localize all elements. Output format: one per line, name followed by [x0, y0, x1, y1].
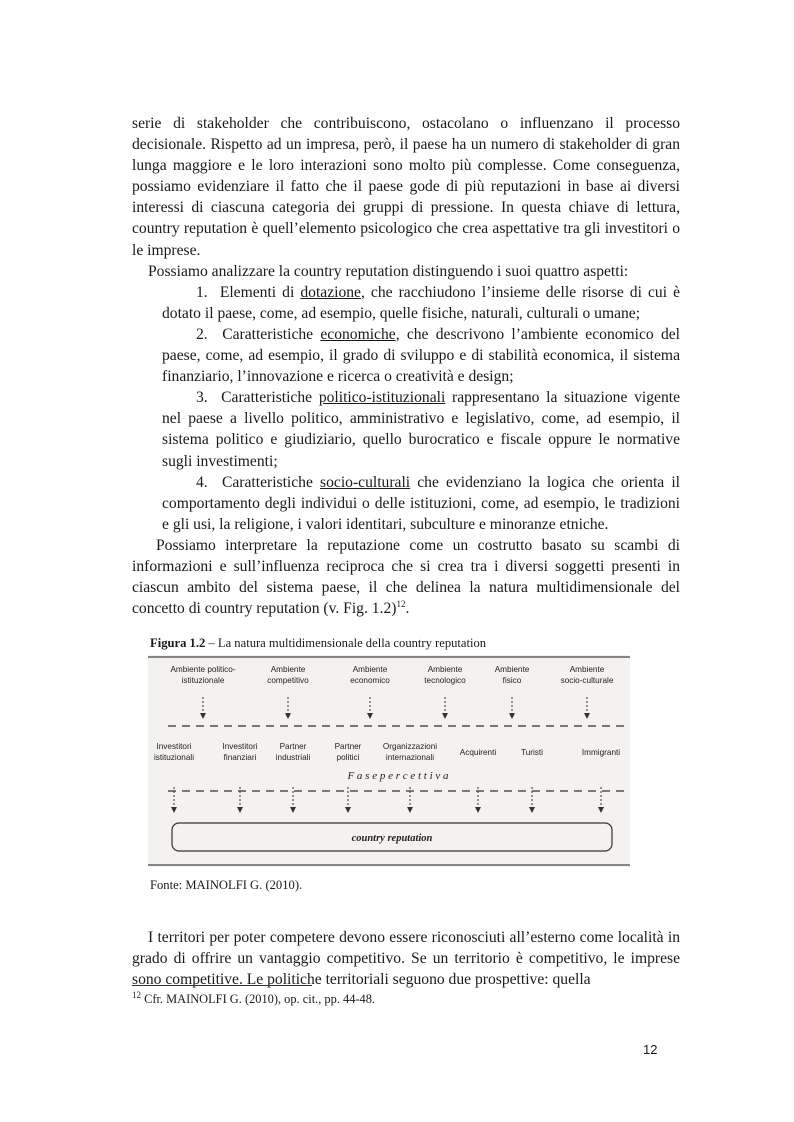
actor-label: istituzionali	[153, 753, 195, 762]
actor-label: Organizzazioni	[382, 742, 438, 751]
country-reputation-diagram	[148, 655, 630, 867]
footnote	[132, 989, 376, 1007]
environment-label: Ambiente	[569, 665, 605, 674]
paragraph-interpretation-text: Possiamo interpretare la reputazione come un costrutto basato su scambi di informazioni e sull’influenza reciproca che si crea tra i diversi soggetti presenti in ciascun ambito del sistema paese, il che delinea la natura multidimensionale del concetto di country reputation (v. Fig. 1.2)	[132, 536, 680, 618]
actor-label: Partner	[279, 742, 307, 751]
aspect-post: , che racchiudono l’insieme delle risorse di cui è dotato il paese, come, ad esempio, quelle fisiche, naturali, culturali o umane;	[162, 283, 680, 322]
figure-source: Fonte: MAINOLFI G. (2010).	[150, 878, 303, 892]
aspect-term: socio-culturali	[320, 473, 411, 491]
actor-label: Immigranti	[581, 748, 621, 757]
actor-label: finanziari	[223, 753, 257, 762]
paragraph-interpretation	[132, 535, 680, 619]
paragraph-interpretation-end: .	[405, 600, 410, 618]
footnote-divider	[132, 985, 312, 986]
aspect-pre: Elementi di	[219, 283, 301, 301]
actor-label: Investitori	[156, 742, 192, 751]
aspect-item	[162, 324, 680, 387]
figure-caption-label: Figura 1.2	[150, 636, 206, 650]
page-number: 12	[643, 1042, 658, 1057]
environment-label: tecnologico	[424, 676, 466, 685]
environment-label: fisico	[502, 676, 522, 685]
actor-label: industriali	[275, 753, 311, 762]
aspect-term: politico-istituzionali	[318, 389, 446, 407]
aspect-post: che evidenziano la logica che orienta il comportamento degli individui o delle istituzioni, come, ad esempio, le tradizioni e gli usi, la religione, i valori identitari, subculture e minoranze etniche.	[162, 473, 681, 533]
environment-label: Ambiente	[352, 665, 388, 674]
country-reputation-label: country reputation	[351, 833, 433, 844]
aspect-item	[162, 472, 680, 535]
figure-diagram	[148, 655, 630, 867]
actor-label: politici	[336, 753, 360, 762]
aspect-number: 3.	[196, 389, 208, 407]
aspect-pre: Caratteristiche	[221, 389, 319, 407]
aspect-post: rappresentano la situazione vigente nel paese a livello politico, amministrativo e legislativo, come, ad esempio, il sistema politico e giudiziario, quello burocratico e fiscale oppure le normative sugli investimenti;	[162, 389, 681, 470]
body-text-top	[132, 113, 680, 619]
paragraph-stakeholder: serie di stakeholder che contribuiscono, ostacolano o influenzano il processo decisionale. Rispetto ad un impresa, però, il paese ha un numero di stakeholder di gran lunga maggiore e le loro interazioni sono molto più complesse. Come conseguenza, possiamo evidenziare il fatto che il paese gode di più reputazioni in base ai diversi interessi di ciascuna categoria dei gruppi di pressione. In questa chiave di lettura, country reputation è quell’elemento psicologico che crea aspettative tra gli investitori o le imprese.	[132, 115, 680, 259]
environment-label: istituzionale	[181, 676, 225, 685]
aspect-item	[162, 387, 680, 471]
aspects-list	[132, 282, 680, 535]
aspect-number: 4.	[196, 473, 208, 491]
footnote-ref[interactable]: 12	[396, 598, 406, 609]
aspect-pre: Caratteristiche	[222, 325, 321, 343]
aspect-number: 2.	[196, 325, 208, 343]
phase-label: F a s e p e r c e t t i v a	[347, 770, 449, 782]
environment-label: Ambiente	[494, 665, 530, 674]
figure-caption	[150, 636, 486, 651]
aspect-number: 1.	[196, 283, 208, 301]
actor-label: Acquirenti	[459, 748, 497, 757]
paragraph-territories: I territori per poter competere devono essere riconosciuti all’esterno come località in grado di offrire un vantaggio competitivo. Se un territorio è competitivo, le imprese sono competitive. Le politiche territoriali seguono due prospettive: quella	[132, 928, 680, 988]
environment-label: Ambiente	[270, 665, 306, 674]
environment-label: socio-culturale	[560, 676, 614, 685]
actor-label: internazionali	[385, 753, 435, 762]
aspect-post: , che descrivono l’ambiente economico del paese, come, ad esempio, il grado di sviluppo e di stabilità economica, il sistema finanziario, l’innovazione e ricerca o creatività e design;	[162, 325, 681, 386]
paragraph-aspects-intro: Possiamo analizzare la country reputation distinguendo i suoi quattro aspetti:	[148, 262, 629, 280]
aspect-item	[162, 282, 680, 324]
aspect-term: economiche	[320, 325, 396, 343]
environment-label: economico	[350, 676, 390, 685]
aspect-pre: Caratteristiche	[221, 473, 321, 491]
figure-caption-text: – La natura multidimensionale della country reputation	[205, 636, 487, 650]
environment-label: Ambiente	[427, 665, 463, 674]
footnote-number: 12	[132, 989, 141, 1000]
aspect-term: dotazione	[300, 283, 361, 301]
actor-label: Investitori	[222, 742, 258, 751]
environment-label: Ambiente politico-	[170, 665, 236, 674]
footnote-text: Cfr. MAINOLFI G. (2010), op. cit., pp. 44-48.	[141, 992, 376, 1006]
environment-label: competitivo	[267, 676, 309, 685]
actor-label: Turisti	[521, 748, 543, 757]
actor-label: Partner	[334, 742, 362, 751]
